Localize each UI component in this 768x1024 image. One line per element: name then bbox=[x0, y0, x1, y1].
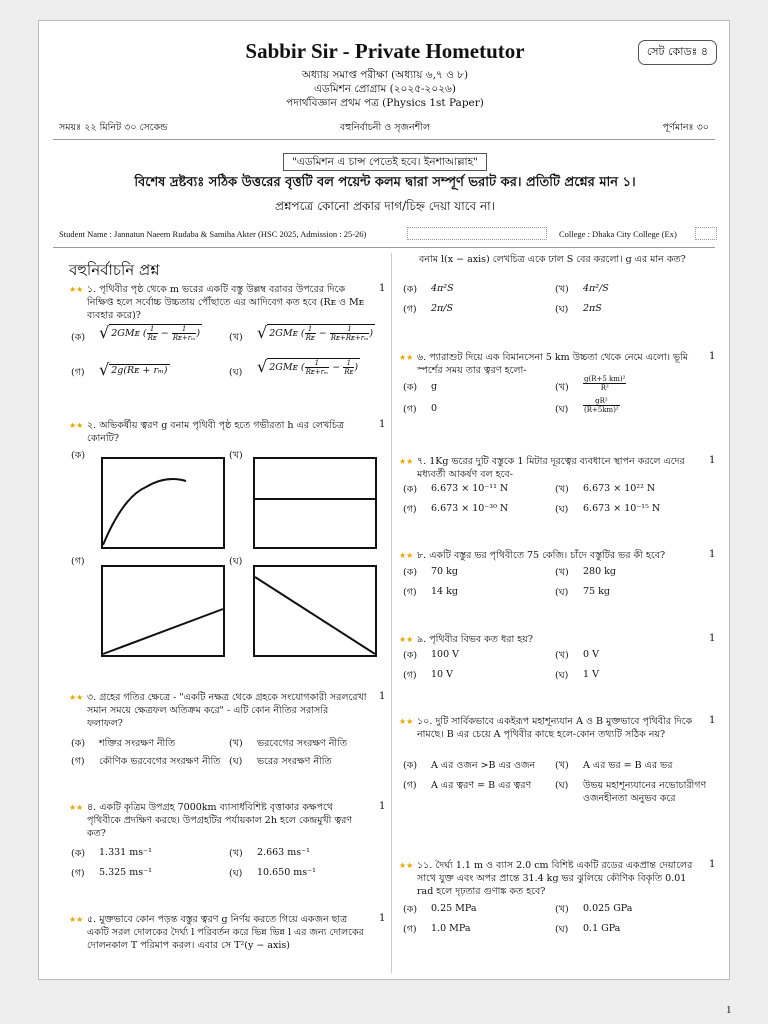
option-label: (খ) bbox=[229, 848, 243, 859]
exam-subtitle-1: অধ্যায় সমাপ্ত পরীক্ষা (অধ্যায় ৬,৭ ও ৮) bbox=[301, 69, 469, 81]
option-label: (ক) bbox=[71, 848, 86, 859]
exam-subtitle-2: এডমিশন প্রোগ্রাম (২০২৫-২০২৬) bbox=[314, 83, 456, 95]
question-text: ৩. গ্রহের গতির ক্ষেত্রে - "একটি নক্ষত্র থেকে গ্রহকে সংযোগকারী সরলরেখা সমান সময়ে ক্ষেত্রফল অতিক্রম করে" - এটি কোন নীতির সরাসরি ফলাফল? bbox=[87, 692, 367, 729]
option-label: (গ) bbox=[403, 404, 417, 415]
graph-option-ka[interactable] bbox=[101, 457, 225, 549]
option-label: (খ) bbox=[555, 382, 569, 393]
option-label: (ঘ) bbox=[555, 504, 569, 515]
question-text: ১. পৃথিবীর পৃষ্ঠ থেকে m ভরের একটি বস্তু উল্লম্ব বরাবর উপরের দিকে নিক্ষিপ্ত হলে সর্বোচ্চ উচ্চতায় পৌঁছাতে এর আদিবেগ কত হবে (Rᴇ ও Mᴇ ব্যবহার করে)? bbox=[87, 284, 364, 321]
option-label: (ঘ) bbox=[555, 924, 569, 935]
option-kha[interactable]: ভরবেগের সংরক্ষণ নীতি bbox=[257, 738, 347, 749]
question-mark: 1 bbox=[379, 283, 386, 294]
option-label: (ঘ) bbox=[229, 556, 243, 567]
star-icon: ★★ bbox=[69, 421, 84, 430]
option-ga[interactable]: A এর ত্বরণ = B এর ত্বরণ bbox=[431, 780, 532, 791]
option-label: (গ) bbox=[71, 367, 85, 378]
question-text: ৮. একটি বস্তুর ভর পৃথিবীতে 75 কেজি। চাঁদে বস্তুটির ভর কী হবে? bbox=[417, 550, 666, 561]
question-mark: 1 bbox=[379, 419, 386, 430]
option-ga[interactable]: 5.325 ms⁻¹ bbox=[99, 867, 152, 878]
option-label: (গ) bbox=[403, 670, 417, 681]
option-label: (গ) bbox=[403, 924, 417, 935]
question-mark: 1 bbox=[379, 801, 386, 812]
question-mark: 1 bbox=[379, 913, 386, 924]
motto-text: "এডমিশন এ চান্স পেতেই হবে। ইনশাআল্লাহ" bbox=[283, 153, 487, 171]
instruction-note-2: প্রশ্নপত্রে কোনো প্রকার দাগ/চিহ্ন দেয়া যাবে না। bbox=[275, 199, 495, 213]
option-ga[interactable]: 14 kg bbox=[431, 586, 458, 597]
question-text-continued: বনাম l(x − axis) লেখচিত্র একে ঢাল S বের করলো। g এর মান কত? bbox=[419, 254, 686, 265]
question-mark: 1 bbox=[709, 633, 716, 644]
exam-time: সময়ঃ ২২ মিনিট ৩০ সেকেন্ড bbox=[59, 122, 168, 133]
star-icon: ★★ bbox=[399, 861, 414, 870]
exam-type: বহুনির্বাচনী ও সৃজনশীল bbox=[339, 122, 431, 133]
option-label: (গ) bbox=[71, 756, 85, 767]
star-icon: ★★ bbox=[399, 717, 414, 726]
option-label: (ক) bbox=[403, 567, 418, 578]
option-gha[interactable]: ভরের সংরক্ষণ নীতি bbox=[257, 756, 332, 767]
question-text: ১১. দৈর্ঘ্য 1.1 m ও ব্যাস 2.0 cm বিশিষ্ট একটি রডের একপ্রান্ত দেয়ালের সাথে যুক্ত এবং অপর প্রান্তে 31.4 kg ভর ঝুলিয়ে কৌণিক বিকৃতি 0.01 rad হলে দৃঢ়তার গুণাঙ্ক কত হবে? bbox=[417, 860, 693, 897]
option-label: (ক) bbox=[71, 332, 86, 343]
option-kha[interactable]: 0.025 GPa bbox=[583, 903, 633, 914]
star-icon: ★★ bbox=[399, 353, 414, 362]
option-ga[interactable]: √ 2g(Rᴇ + rₘ) bbox=[99, 360, 168, 379]
divider bbox=[53, 139, 715, 140]
option-ka[interactable]: 70 kg bbox=[431, 566, 458, 577]
option-label: (ঘ) bbox=[229, 868, 243, 879]
option-label: (ক) bbox=[403, 484, 418, 495]
star-icon: ★★ bbox=[399, 635, 414, 644]
option-ka[interactable]: শক্তির সংরক্ষণ নীতি bbox=[99, 738, 176, 749]
option-label: (ঘ) bbox=[555, 304, 569, 315]
option-kha[interactable]: 4π²/S bbox=[583, 283, 609, 294]
option-label: (গ) bbox=[403, 304, 417, 315]
option-label: (খ) bbox=[555, 760, 569, 771]
star-icon: ★★ bbox=[69, 803, 84, 812]
option-ga[interactable]: 6.673 × 10⁻³⁰ N bbox=[431, 503, 509, 514]
question-mark: 1 bbox=[709, 549, 716, 560]
option-ga[interactable]: 10 V bbox=[431, 669, 453, 680]
question-text: ৭. 1Kg ভরের দুটি বস্তুকে 1 মিটার দূরত্বের ব্যবধানে স্থাপন করলে এদের মধ্যবর্তী আকর্ষণ বল হবে- bbox=[417, 456, 685, 480]
option-label: (গ) bbox=[71, 868, 85, 879]
option-label: (ঘ) bbox=[555, 670, 569, 681]
question-text: ৫. মুক্তভাবে কোন পড়ন্ত বস্তুর ত্বরণ g নির্ণয় করতে গিয়ে একজন ছাত্র একটি সরল দোলকের দৈর্ঘ্য l পরিবর্তন করে ভিন্ন ভিন্ন l এর জন্য দোলকের দোলনকাল T পরিমাপ করল। এবার সে T²(y − axis) bbox=[87, 914, 364, 951]
college-name: College : Dhaka City College (Ex) bbox=[559, 229, 677, 239]
question-mark: 1 bbox=[709, 351, 716, 362]
option-ka[interactable]: A এর ওজন >B এর ওজন bbox=[431, 760, 536, 771]
option-gha[interactable]: 2πS bbox=[583, 303, 602, 314]
option-label: (খ) bbox=[229, 450, 243, 461]
question-text: ৬. প্যারাশুট দিয়ে এক বিমানসেনা 5 km উচ্চতা থেকে নেমে এলো। ভূমি স্পর্শের সময় তার ত্বরণ হলো- bbox=[417, 352, 689, 376]
option-gha[interactable]: 0.1 GPa bbox=[583, 923, 621, 934]
option-ga[interactable]: 1.0 MPa bbox=[431, 923, 471, 934]
option-gha[interactable]: 10.650 ms⁻¹ bbox=[257, 867, 316, 878]
option-label: (ক) bbox=[403, 284, 418, 295]
star-icon: ★★ bbox=[69, 915, 84, 924]
graph-option-gha[interactable] bbox=[253, 565, 377, 657]
option-gha[interactable]: √ 2GMᴇ ( $\frac{1}{\text{Rᴇ+rₘ}}$ − $\frac{1}{\text{Rᴇ}}$ ) bbox=[257, 357, 359, 376]
star-icon: ★★ bbox=[69, 693, 84, 702]
option-label: (ক) bbox=[403, 760, 418, 771]
option-ga[interactable]: কৌণিক ভরবেগের সংরক্ষণ নীতি bbox=[99, 756, 221, 767]
option-gha[interactable]: $\frac{\text{gR²}}{\text{(R+5km)²}}$ bbox=[584, 397, 619, 414]
option-ga[interactable]: 2π/S bbox=[431, 303, 453, 314]
option-ka[interactable]: √ 2GMᴇ ( $\frac{1}{\text{Rᴇ}}$ − $\frac{1}{\text{Rᴇ+rₘ}}$ ) bbox=[99, 323, 201, 342]
full-marks: পূর্ণমানঃ ৩০ bbox=[662, 122, 709, 133]
option-ka[interactable]: 0.25 MPa bbox=[431, 903, 477, 914]
option-gha[interactable]: 1 V bbox=[583, 669, 599, 680]
option-label: (ক) bbox=[403, 650, 418, 661]
question-mark: 1 bbox=[709, 715, 716, 726]
option-label: (গ) bbox=[71, 556, 85, 567]
option-label: (খ) bbox=[555, 484, 569, 495]
star-icon: ★★ bbox=[69, 285, 84, 294]
option-label: (ঘ) bbox=[555, 404, 569, 415]
question-text: ২. অভিকর্ষীয় ত্বরণ g বনাম পৃথিবী পৃষ্ঠ হতে গভীরতা h এর লেখচিত্র কোনটি? bbox=[87, 420, 345, 444]
option-label: (খ) bbox=[555, 650, 569, 661]
blank-field[interactable] bbox=[407, 227, 547, 240]
option-label: (ক) bbox=[71, 450, 86, 461]
option-ka[interactable]: g bbox=[431, 381, 438, 392]
option-label: (ঘ) bbox=[229, 756, 243, 767]
star-icon: ★★ bbox=[399, 551, 414, 560]
option-kha[interactable]: 6.673 × 10²² N bbox=[583, 483, 656, 494]
option-label: (গ) bbox=[403, 504, 417, 515]
option-label: (খ) bbox=[555, 567, 569, 578]
option-label: (খ) bbox=[555, 904, 569, 915]
option-kha[interactable]: √ 2GMᴇ ( $\frac{1}{\text{Rᴇ}}$ − $\frac{1}{\text{Rᴇ+Rᴇ+rₘ}}$ ) bbox=[257, 323, 374, 342]
page-title: Sabbir Sir - Private Hometutor bbox=[245, 39, 525, 63]
option-label: (গ) bbox=[403, 780, 417, 791]
option-ka[interactable]: 100 V bbox=[431, 649, 460, 660]
option-kha[interactable]: 2.663 ms⁻¹ bbox=[257, 847, 310, 858]
instruction-note: বিশেষ দ্রষ্টব্যঃ সঠিক উত্তরের বৃত্তটি বল পয়েন্ট কলম দ্বারা সম্পূর্ণ ভরাট কর। প্রতিটি প্রশ্নের মান ১। bbox=[134, 175, 636, 190]
divider bbox=[53, 247, 715, 248]
option-kha[interactable]: 0 V bbox=[583, 649, 599, 660]
option-label: (ক) bbox=[403, 904, 418, 915]
option-label: (ক) bbox=[71, 738, 86, 749]
exam-subtitle-3: পদার্থবিজ্ঞান প্রথম পত্র (Physics 1st Paper) bbox=[286, 97, 484, 109]
exam-page bbox=[38, 20, 730, 980]
option-gha[interactable]: উভয় মহাশূন্যযানের নভোচারীগণ ওজনহীনতা অনুভব করে bbox=[583, 780, 707, 804]
column-divider bbox=[391, 253, 392, 973]
graph-option-kha[interactable] bbox=[253, 457, 377, 549]
option-label: (ঘ) bbox=[555, 780, 569, 791]
option-label: (ঘ) bbox=[229, 367, 243, 378]
option-ga[interactable]: 0 bbox=[431, 403, 438, 414]
section-title: বহুনির্বাচনি প্রশ্ন bbox=[69, 261, 160, 279]
set-code-badge: সেট কোডঃ ৪ bbox=[638, 40, 717, 65]
star-icon: ★★ bbox=[399, 457, 414, 466]
page-number: 1 bbox=[726, 1004, 732, 1016]
graph-option-ga[interactable] bbox=[101, 565, 225, 657]
question-text: ৯. পৃথিবীর বিভব কত ধরা হয়? bbox=[417, 634, 533, 645]
option-kha[interactable]: $\frac{\text{g(R+5 km)²}}{\text{R²}}$ bbox=[584, 375, 626, 392]
student-name: Student Name : Jannatun Naeem Rudaba & Samiha Akter (HSC 2025, Admission : 25-26) bbox=[59, 229, 367, 239]
question-mark: 1 bbox=[379, 691, 386, 702]
option-ka[interactable]: 4π²S bbox=[431, 283, 454, 294]
question-mark: 1 bbox=[709, 455, 716, 466]
option-gha[interactable]: 6.673 × 10⁻¹⁵ N bbox=[583, 503, 661, 514]
question-text: ১০. দুটি সার্বিকভাবে একইরূপ মহাশূন্যযান A ও B মুক্তভাবে পৃথিবীর দিকে নামছে। B এর চেয়ে A পৃথিবীর কাছে হলে-কোন তথ্যটি সঠিক নয়? bbox=[417, 716, 693, 740]
option-label: (ঘ) bbox=[555, 587, 569, 598]
option-label: (খ) bbox=[555, 284, 569, 295]
option-label: (গ) bbox=[403, 587, 417, 598]
option-label: (ক) bbox=[403, 382, 418, 393]
option-ka[interactable]: 1.331 ms⁻¹ bbox=[99, 847, 152, 858]
blank-field[interactable] bbox=[695, 227, 717, 240]
question-mark: 1 bbox=[709, 859, 716, 870]
option-kha[interactable]: 280 kg bbox=[583, 566, 616, 577]
option-label: (খ) bbox=[229, 332, 243, 343]
option-label: (খ) bbox=[229, 738, 243, 749]
option-kha[interactable]: A এর ভর = B এর ভর bbox=[583, 760, 673, 771]
option-ka[interactable]: 6.673 × 10⁻¹¹ N bbox=[431, 483, 509, 494]
motto-box bbox=[39, 150, 730, 172]
option-gha[interactable]: 75 kg bbox=[583, 586, 610, 597]
question-text: ৪. একটি কৃত্রিম উপগ্রহ 7000km ব্যাসার্ধবিশিষ্ট বৃত্তাকার কক্ষপথে পৃথিবীকে প্রদক্ষিণ করছে। উপগ্রহটির পর্যায়কাল 2h হলে কেন্দ্রমুখী ত্বরণ কত? bbox=[87, 802, 353, 839]
